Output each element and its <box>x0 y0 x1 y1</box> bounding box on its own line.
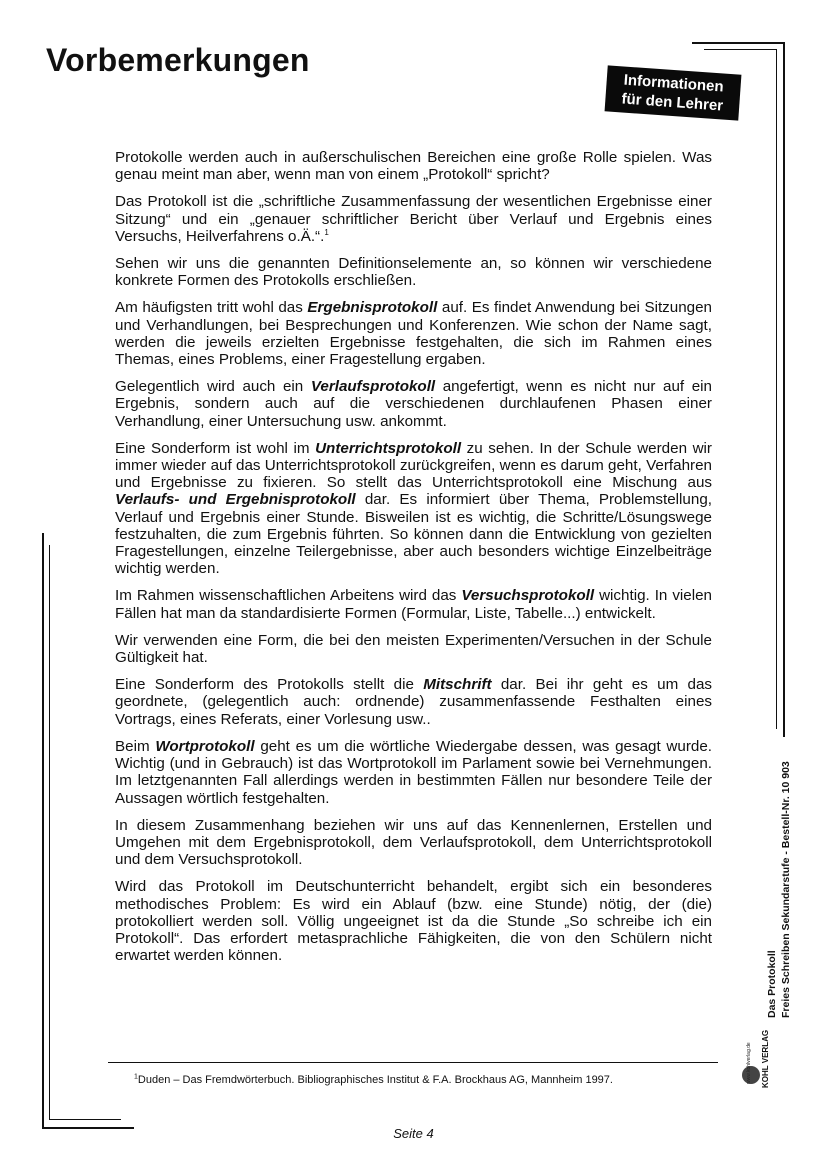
paragraph <box>115 676 712 728</box>
paragraph <box>115 440 712 578</box>
text-run: geht es um die wörtliche Wiedergabe dessen, was gesagt wurde. Wichtig (und in Gebrauch) ist das Wortprotokoll im Parlament sowie bei Vernehmungen. Im letztgenannten Fall allerdings werden in bestimmten Fällen nur besondere Teile der Aussagen wörtlich festgehalten. <box>115 737 712 807</box>
text-run: auf. Es findet Anwendung bei Sitzungen und Verhandlungen, bei Besprechungen und Konferenzen. Wie schon der Name sagt, werden die jeweils erzielten Ergebnisse festgehalten, die sich im Rahmen eines Themas, eines Problems, einer Fragestellung ergaben. <box>115 299 712 369</box>
side-info-line-1: Das Protokoll <box>766 950 778 1018</box>
frame-bottom-left-horizontal-inner <box>49 1119 121 1120</box>
badge-line-1: Informationen <box>623 71 725 96</box>
publisher-name: KOHL VERLAG <box>761 1029 770 1088</box>
text-run: Beim <box>115 737 156 755</box>
frame-left-vertical-inner <box>49 545 50 1119</box>
publisher-url: www.kohlverlag.de <box>746 1042 752 1084</box>
paragraph <box>115 255 712 289</box>
teacher-info-badge <box>605 65 742 120</box>
text-run: Gelegentlich wird auch ein <box>115 378 311 396</box>
emphasized-term: Unterrichtsprotokoll <box>315 439 462 457</box>
paragraph <box>115 878 712 964</box>
text-run: dar. Bei ihr geht es um das geordnete, (gelegentlich auch: ordnende) zusammenfassende Festhalten eines Vortrags, eines Referats, einer Vorlesung usw.. <box>115 676 712 728</box>
text-run: wichtig. In vielen Fällen hat man da standardisierte Formen (Formular, Liste, Tabelle...) entwickelt. <box>115 587 713 622</box>
text-run: Im Rahmen wissenschaftlichen Arbeitens wird das <box>115 587 462 605</box>
frame-top-right-horizontal-outer <box>692 42 784 44</box>
footnote <box>134 1073 613 1087</box>
text-run: Am häufigsten tritt wohl das <box>115 299 308 317</box>
paragraph <box>115 587 712 621</box>
text-run: Protokolle werden auch in außerschulischen Bereichen eine große Rolle spielen. Was genau meint man aber, wenn man von einem „Protokoll“ spricht? <box>115 149 712 184</box>
publisher-logo <box>742 1020 770 1090</box>
side-order-info <box>765 718 793 1018</box>
text-run: zu sehen. In der Schule werden wir immer wieder auf das Unterrichtsprotokoll zurückgreifen, wenn es darum geht, Verfahren und Ergebnisse zu fixieren. So stellt das Unterrichtsprotokoll eine Mischung aus <box>115 439 712 492</box>
emphasized-term: Verlaufsprotokoll <box>310 378 436 396</box>
footnote-text: Duden – Das Fremdwörterbuch. Bibliographisches Institut & F.A. Brockhaus AG, Mannheim 1997. <box>137 1074 613 1086</box>
page-title: Vorbemerkungen <box>46 42 310 78</box>
body-text <box>115 149 712 974</box>
paragraph <box>115 817 712 869</box>
footnote-rule <box>108 1062 718 1063</box>
badge-line-2: für den Lehrer <box>621 90 724 115</box>
footnote-reference: 1 <box>324 227 329 237</box>
text-run: Sehen wir uns die genannten Definitionselemente an, so können wir verschiedene konkrete Formen des Protokolls erschließen. <box>115 255 712 290</box>
text-run: In diesem Zusammenhang beziehen wir uns auf das Kennenlernen, Erstellen und Umgehen mit dem Ergebnisprotokoll, dem Verlaufsprotokoll, dem Unterrichtsprotokoll und dem Versuchsprotokoll. <box>115 816 712 869</box>
emphasized-term: Ergebnisprotokoll <box>307 299 438 317</box>
text-run: Eine Sonderform des Protokolls stellt die <box>115 676 424 694</box>
paragraph <box>115 738 712 807</box>
paragraph <box>115 299 712 368</box>
footnote-mark: 1 <box>134 1073 138 1081</box>
emphasized-term: Verlaufs- und Ergebnisprotokoll <box>115 491 356 509</box>
page-number: Seite 4 <box>393 1126 434 1141</box>
text-run: Wir verwenden eine Form, die bei den meisten Experimenten/Versuchen in der Schule Gültigkeit hat. <box>115 631 712 667</box>
paragraph <box>115 378 712 430</box>
emphasized-term: Mitschrift <box>423 676 492 694</box>
emphasized-term: Wortprotokoll <box>155 737 255 755</box>
paragraph <box>115 632 712 666</box>
text-run: Eine Sonderform ist wohl im <box>115 439 316 457</box>
paragraph <box>115 149 712 183</box>
frame-right-vertical-inner <box>776 49 777 729</box>
paragraph <box>115 193 712 245</box>
text-run: Wird das Protokoll im Deutschunterricht behandelt, ergibt sich ein besonderes methodisches Problem: Es wird ein Ablauf (bzw. eine Stunde) nötig, der (die) protokolliert werden soll. Völlig ungeeignet ist da die Stunde „So schreibe ich ein Protokoll“. Das erfordert metasprachliche Fähigkeiten, die von den Schülern nicht erwartet werden können. <box>115 878 712 965</box>
frame-right-vertical-outer <box>783 42 785 737</box>
side-info-line-2: Freies Schreiben Sekundarstufe - Bestell-Nr. 10 903 <box>780 761 792 1018</box>
emphasized-term: Versuchsprotokoll <box>461 587 595 605</box>
text-run: Das Protokoll ist die „schriftliche Zusammenfassung der wesentlichen Ergebnisse einer Sitzung“ und ein „genauer schriftlicher Bericht über Verlauf und Ergebnis eines Versuchs, Heilverfahrens o.Ä.“. <box>115 193 712 245</box>
frame-top-right-horizontal-inner <box>704 49 776 50</box>
text-run: dar. Es informiert über Thema, Problemstellung, Verlauf und Ergebnis einer Stunde. Bisweilen ist es wichtig, die Schritte/Lösungswege festzuhalten, die zum Ergebnis führten. So können dann die Entwicklung von gezielten Fragestellungen, einzelne Teilergebnisse, aber auch besonders wichtige Einzelbeiträge wichtig werden. <box>115 491 712 578</box>
text-run: angefertigt, wenn es nicht nur auf ein Ergebnis, sondern auch auf die verschiedenen durchlaufenen Phasen einer Verhandlung, einer Untersuchung usw. ankommt. <box>115 378 712 430</box>
frame-left-vertical-outer <box>42 533 44 1129</box>
